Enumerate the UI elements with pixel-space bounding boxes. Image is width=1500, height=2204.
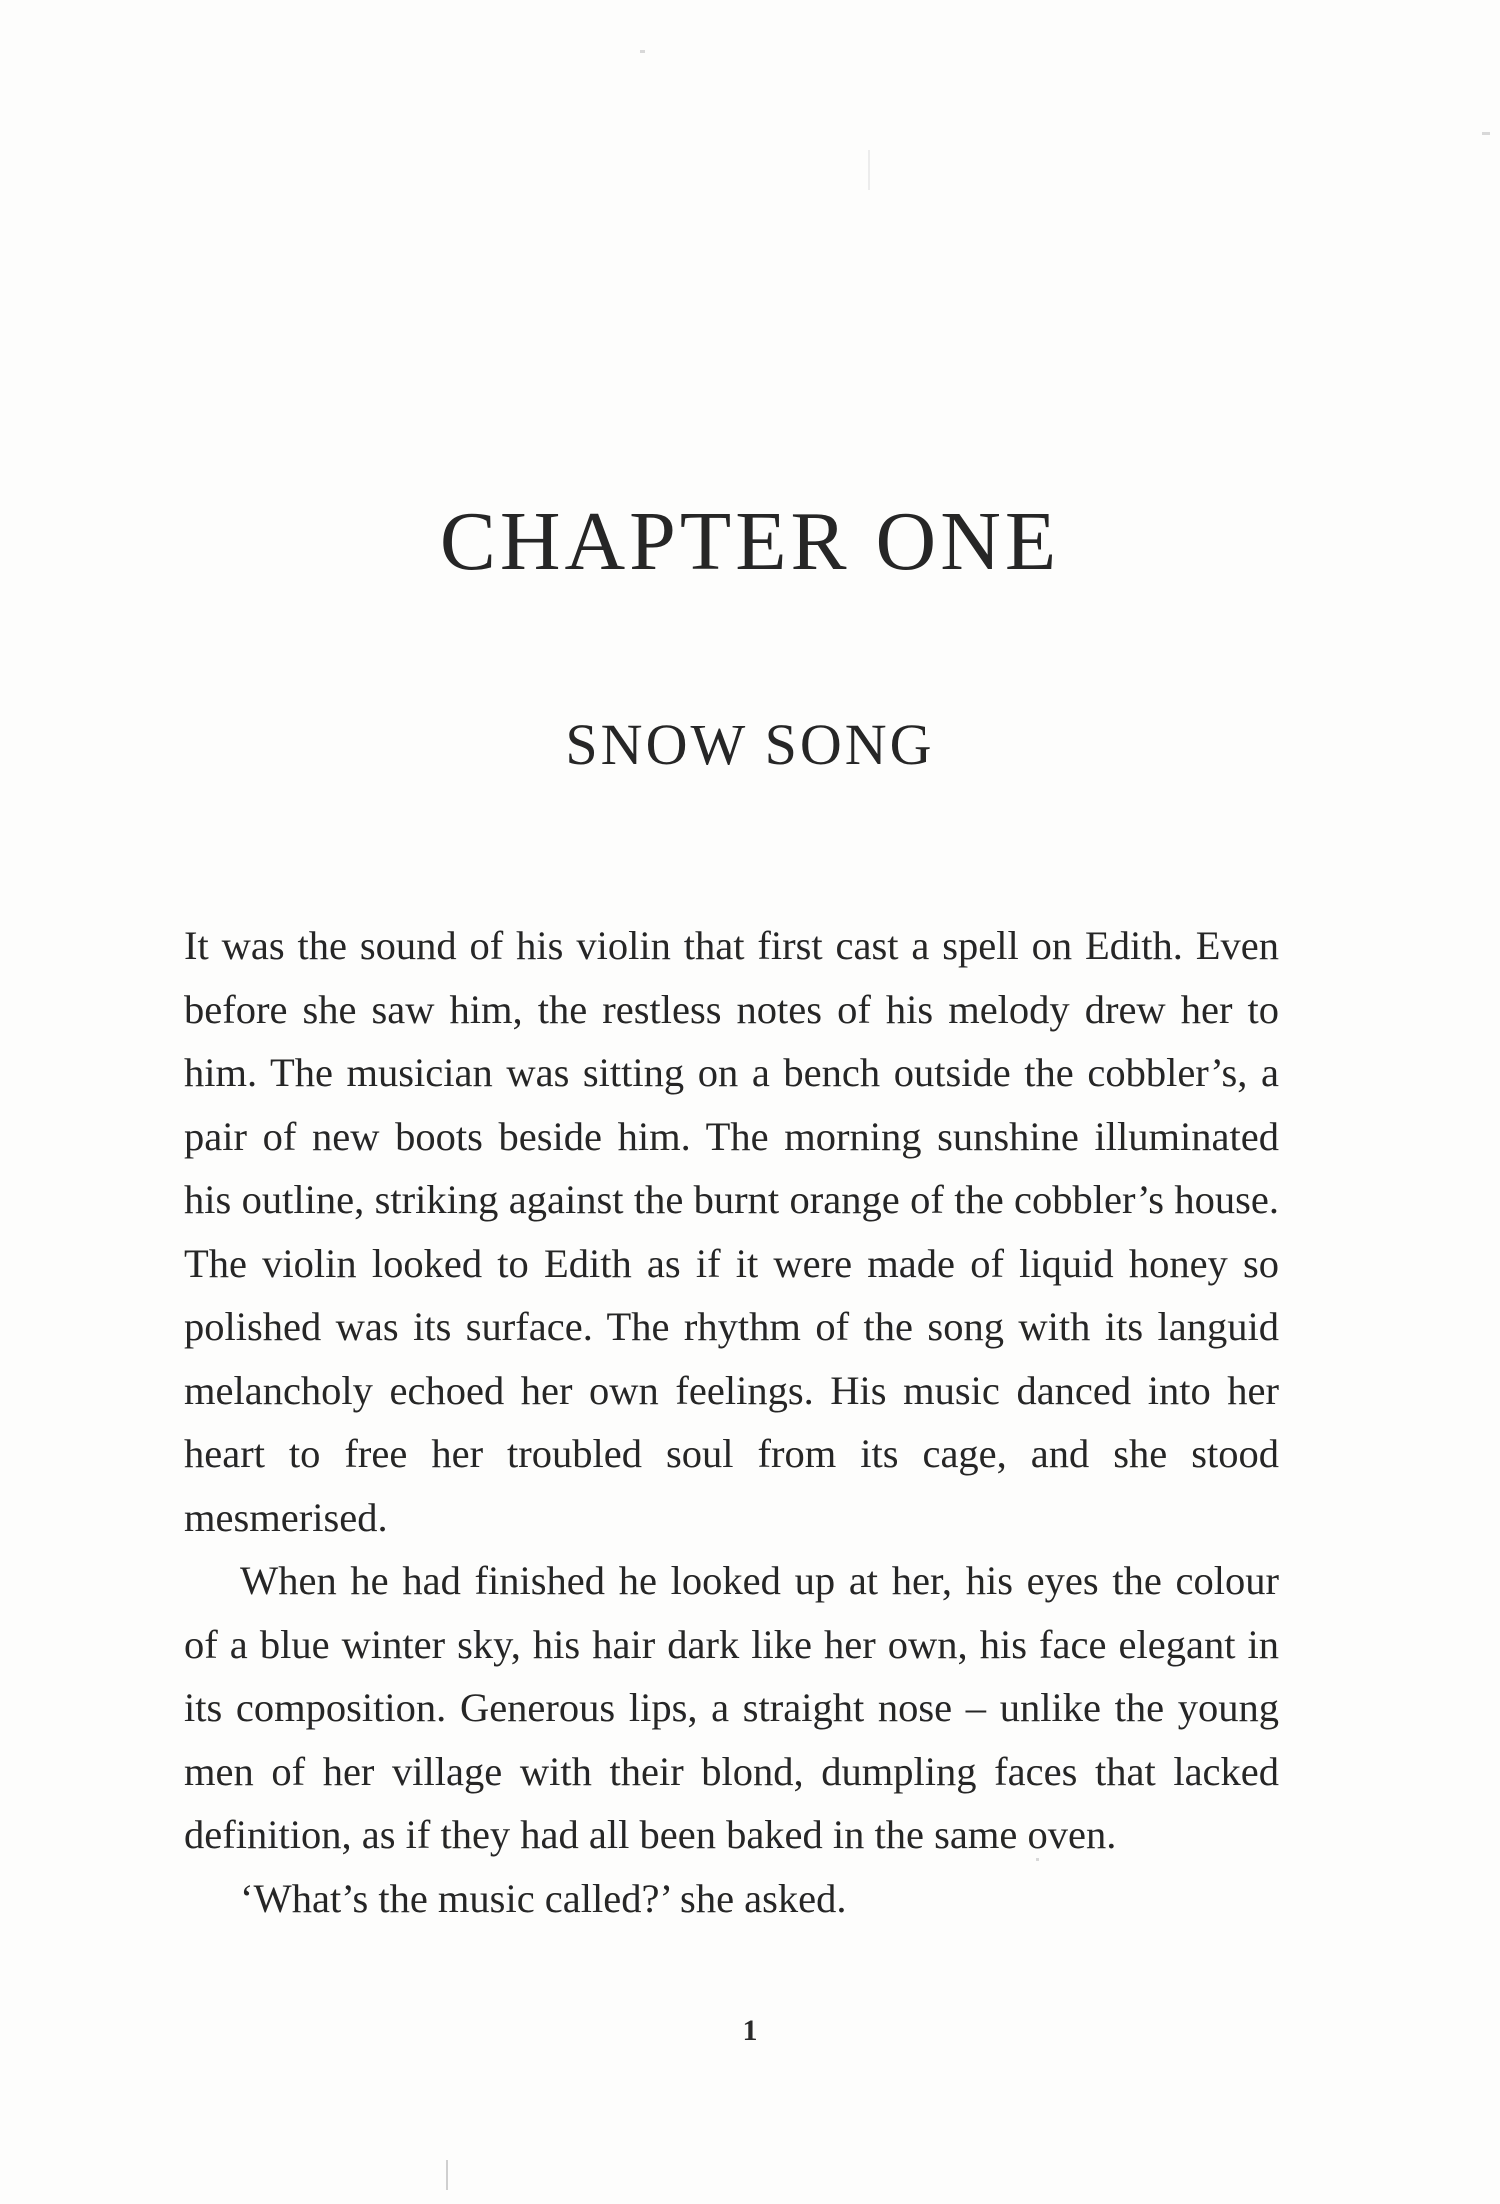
paragraph: When he had finished he looked up at her, his eyes the colour of a blue winter sky, his hair dark like her own, his face elegant in its composition. Generous lips, a straight nose – unlike the young men of her village with their blond, dumpling faces that lacked definition, as if they had all been baked in the same oven. xyxy=(184,1558,1279,1857)
chapter-title: SNOW SONG xyxy=(565,712,935,777)
paragraph: ‘What’s the music called?’ she asked. xyxy=(240,1875,847,1921)
scan-speck xyxy=(446,2160,448,2190)
scan-speck xyxy=(868,150,870,190)
page-number: 1 xyxy=(742,2014,758,2047)
chapter-number: CHAPTER ONE xyxy=(439,495,1061,588)
paragraph: It was the sound of his violin that first cast a spell on Edith. Even before she saw him, the restless notes of his melody drew her to him. The musician was sitting on a bench outside the cobbler’s, a pair of new boots beside him. The morning sunshine illuminated his outline, striking against the burnt orange of the cobbler’s house. The violin looked to Edith as if it were made of liquid honey so polished was its surface. The rhythm of the song with its languid melancholy echoed her own feelings. His music danced into her heart to free her troubled soul from its cage, and she stood mesmerised. xyxy=(184,923,1279,1540)
scan-speck xyxy=(1482,132,1490,135)
chapter-body xyxy=(184,914,1279,1930)
scan-speck xyxy=(640,50,645,53)
